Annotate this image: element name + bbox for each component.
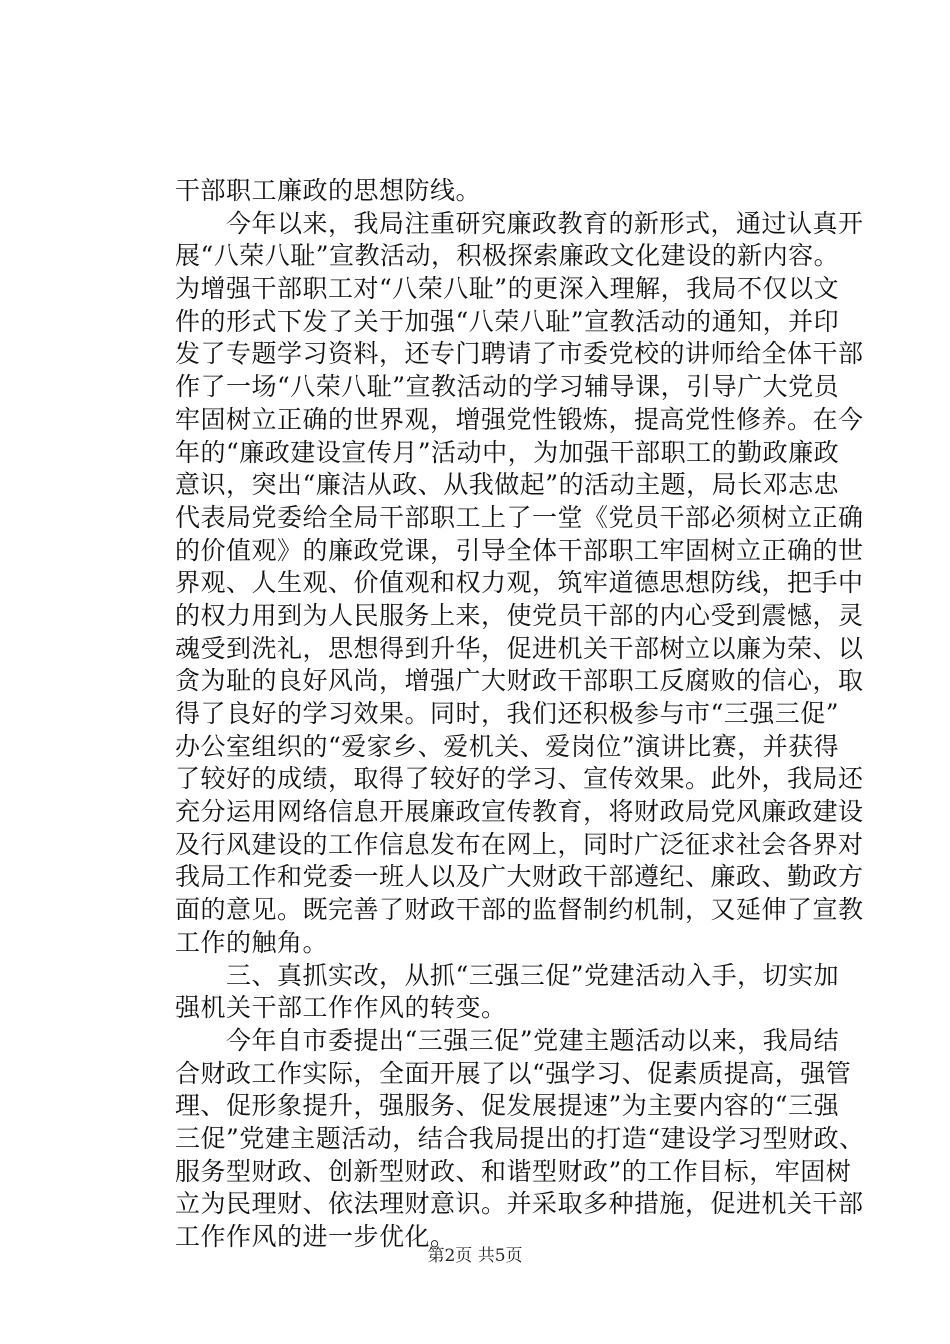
document-body — [175, 175, 865, 1254]
text-line: 意识，突出“廉洁从政、从我做起”的活动主题，局长邓志忠 — [175, 470, 840, 500]
text-line: 的权力用到为人民服务上来，使党员干部的内心受到震憾，灵 — [175, 600, 864, 630]
text-line: 年的“廉政建设宣传月”活动中，为加强干部职工的勤政廉政 — [175, 437, 840, 467]
text-line: 及行风建设的工作信息发布在网上，同时广泛征求社会各界对 — [175, 829, 864, 859]
text-line: 得了良好的学习效果。同时，我们还积极参与市“三强三促” — [175, 699, 840, 728]
text-line: 件的形式下发了关于加强“八荣八耻”宣教活动的通知，并印 — [175, 306, 840, 336]
text-line: 界观、人生观、价值观和权力观，筑牢道德思想防线，把手中 — [175, 568, 864, 598]
text-line: 我局工作和党委一班人以及广大财政干部遵纪、廉政、勤政方 — [175, 862, 864, 892]
text-line: 作了一场“八荣八耻”宣教活动的学习辅导课，引导广大党员 — [175, 372, 840, 402]
text-line: 牢固树立正确的世界观，增强党性锻炼，提高党性修养。在今 — [175, 404, 864, 434]
text-line: 今年以来，我局注重研究廉政教育的新形式，通过认真开 — [175, 208, 864, 238]
text-line: 充分运用网络信息开展廉政宣传教育，将财政局党风廉政建设 — [175, 797, 864, 827]
text-line: 干部职工廉政的思想防线。 — [175, 176, 482, 205]
text-line: 强机关干部工作作风的转变。 — [175, 993, 507, 1023]
text-line: 工作作风的进一步优化。 — [175, 1222, 456, 1251]
text-line: 贪为耻的良好风尚，增强广大财政干部职工反腐败的信心，取 — [175, 666, 864, 696]
text-line: 合财政工作实际，全面开展了以“强学习、促素质提高，强管 — [175, 1058, 852, 1088]
text-line: 立为民理财、依法理财意识。并采取多种措施，促进机关干部 — [175, 1189, 864, 1219]
text-line: 面的意见。既完善了财政干部的监督制约机制，又延伸了宣教 — [175, 895, 864, 925]
text-line: 办公室组织的“爱家乡、爱机关、爱岗位”演讲比赛，并获得 — [175, 731, 840, 761]
text-line: 的价值观》的廉政党课，引导全体干部职工牢固树立正确的世 — [175, 535, 864, 565]
text-line: 为增强干部职工对“八荣八耻”的更深入理解，我局不仅以文 — [175, 274, 840, 304]
text-line: 服务型财政、创新型财政、和谐型财政”的工作目标，牢固树 — [175, 1156, 852, 1186]
text-line: 理、促形象提升，强服务、促发展提速”为主要内容的“三强 — [175, 1091, 840, 1121]
text-line: 发了专题学习资料，还专门聘请了市委党校的讲师给全体干部 — [175, 339, 864, 369]
text-line: 代表局党委给全局干部职工上了一堂《党员干部必须树立正确 — [175, 502, 864, 532]
text-line: 魂受到洗礼，思想得到升华，促进机关干部树立以廉为荣、以 — [175, 633, 864, 663]
text-line: 今年自市委提出“三强三促”党建主题活动以来，我局结 — [175, 1025, 840, 1055]
text-line: 三、真抓实改，从抓“三强三促”党建活动入手，切实加 — [175, 960, 840, 990]
text-line: 工作的触角。 — [175, 927, 329, 957]
text-line: 了较好的成绩，取得了较好的学习、宣传效果。此外，我局还 — [175, 764, 864, 794]
text-line: 展“八荣八耻”宣教活动，积极探索廉政文化建设的新内容。 — [175, 241, 840, 271]
text-line: 三促”党建主题活动，结合我局提出的打造“建设学习型财政、 — [175, 1123, 865, 1153]
page-number-footer: 第2页 共5页 — [427, 1246, 523, 1266]
